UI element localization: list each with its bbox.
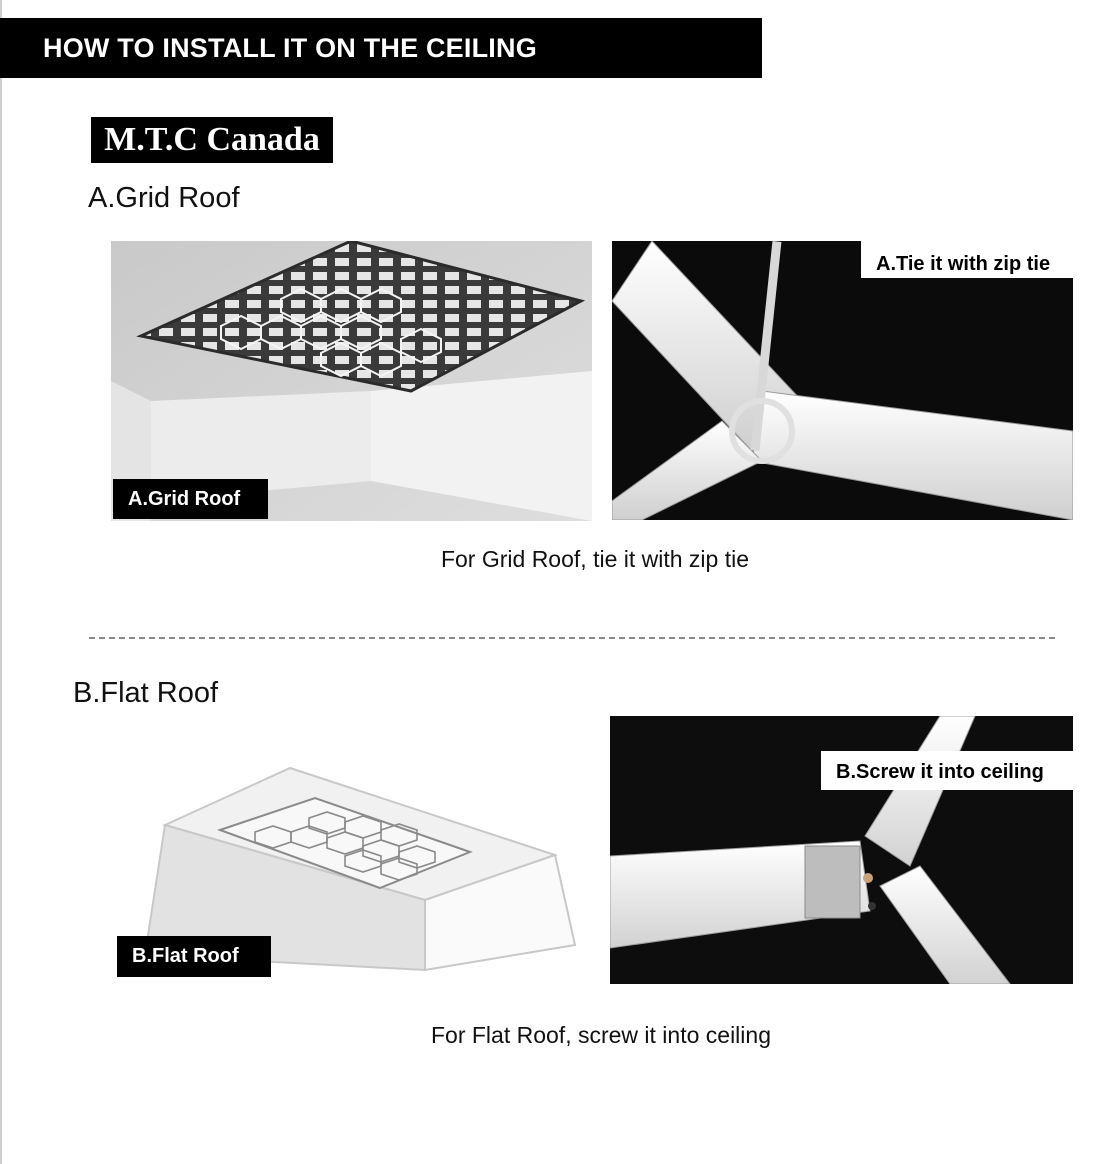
grid-roof-photo-label: A.Grid Roof [113,479,268,519]
flat-roof-section-title: B.Flat Roof [73,677,219,709]
grid-roof-caption: For Grid Roof, tie it with zip tie [440,546,750,572]
flat-roof-caption: For Flat Roof, screw it into ceiling [430,1022,771,1048]
page-header-banner: HOW TO INSTALL IT ON THE CEILING [0,18,762,78]
grid-roof-section-title: A.Grid Roof [88,182,240,214]
screw-detail-label: B.Screw it into ceiling [821,751,1073,790]
page-left-border [0,0,2,1164]
zip-tie-detail-photo [612,241,1073,520]
section-divider [89,637,1055,639]
flat-roof-photo-label: B.Flat Roof [117,936,271,977]
brand-logo: M.T.C Canada [91,117,333,163]
zip-tie-detail-label: A.Tie it with zip tie [861,241,1073,278]
